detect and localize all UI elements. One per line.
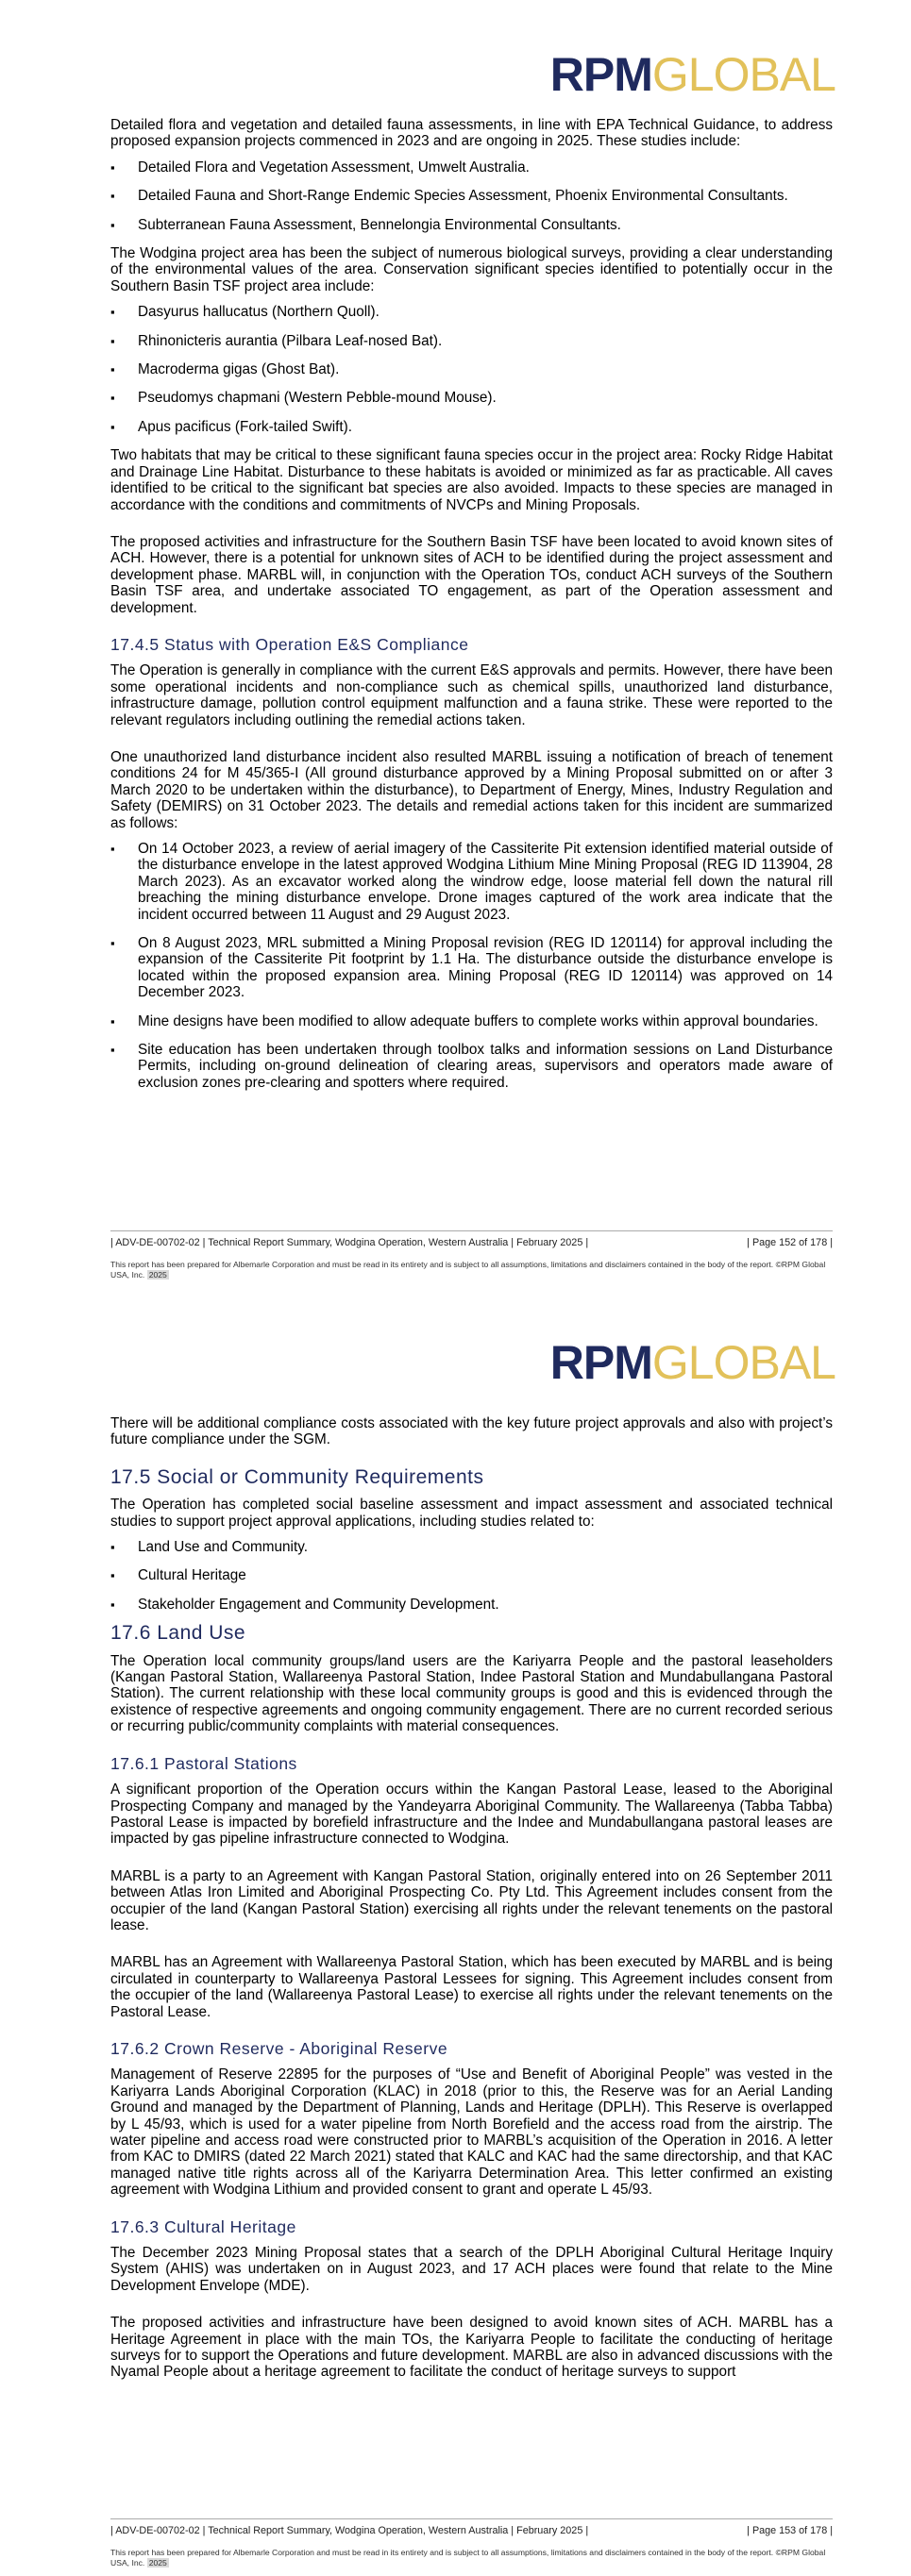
list-item: ▪ Mine designs have been modified to allow adequate buffers to complete works within approval boundaries. [110,1013,833,1029]
list-item: ▪ On 14 October 2023, a review of aerial imagery of the Cassiterite Pit extension identified material outside of the disturbance envelope in the latest approved Wodgina Lithium Mine Mining Proposal (REG ID 113904, 28 March 2023). As an excavator worked along the windrow edge, loose material fell down the natural rill breaching the mining disturbance envelope. Drone images captured of the work area indicate that the incident occurred between 11 August and 29 August 2023. [110,841,833,923]
section-heading-17-4-5: 17.4.5 Status with Operation E&S Compliance [110,634,469,654]
page-number: | Page 153 of 178 | [747,2525,833,2536]
page-body [110,1415,833,2401]
future-compliance-paragraph: There will be additional compliance costs associated with the key future project approvals and also with project’s future compliance under the SGM. [110,1415,833,1448]
list-item: ▪ Land Use and Community. [110,1539,833,1555]
incident-paragraph: One unauthorized land disturbance incident also resulted MARBL issuing a notification of breach of tenement conditions 24 for M 45/365-I (All ground disturbance approved by a Mining Proposal submitted on or after 3 March 2020 to be undertaken within the disturbance), to Department of Energy, Mines, Industry Regulation and Safety (DEMIRS) on 31 October 2023. The details and remedial actions taken for this incident are summarized as follows: [110,748,833,831]
list-item: ▪ Subterranean Fauna Assessment, Bennelongia Environmental Consultants. [110,217,833,233]
list-item: ▪ Apus pacificus (Fork-tailed Swift). [110,419,833,435]
land-use-paragraph: The Operation local community groups/land users are the Kariyarra People and the pastoral leaseholders (Kangan Pastoral Station, Wallareenya Pastoral Station, Indee Pastoral Station and Mundabullangana Pastoral Station). The current relationship with these local community groups is good and this is evidenced through the existence of respective agreements and ongoing community engagement. There are no current recorded serious or recurring public/community complaints with material consequences. [110,1652,833,1735]
list-item: ▪ Pseudomys chapmani (Western Pebble-mound Mouse). [110,390,833,406]
rpm-global-logo: RPMGLOBAL [549,1336,835,1389]
studies-list [110,159,833,233]
list-item: ▪ On 8 August 2023, MRL submitted a Mining Proposal revision (REG ID 120114) for approval including the expansion of the Cassiterite Pit footprint by 1.1 Ha. The disturbance outside the disturbance envelope is located within the proposed expansion area. Mining Proposal (REG ID 120114) was approved on 14 December 2023. [110,935,833,1001]
section-heading-17-6: 17.6 Land Use [110,1622,246,1645]
list-item: ▪ Detailed Flora and Vegetation Assessment, Umwelt Australia. [110,159,833,176]
habitats-paragraph: Two habitats that may be critical to these significant fauna species occur in the project area: Rocky Ridge Habitat and Drainage Line Habitat. Disturbance to these habitats is avoided or minimized as far as practicable. All caves identified to be critical to the significant bat species are also avoided. Impacts to these species are managed in accordance with the conditions and commitments of NVCPs and Mining Proposals. [110,447,833,513]
footer-disclaimer: This report has been prepared for Albemarle Corporation and must be read in its entirety and is subject to all assumptions, limitations and disclaimers contained in the body of the report. ©RPM Global USA, Inc. 2025 [110,2548,826,2568]
incident-list [110,841,833,1091]
intro-paragraph: Detailed flora and vegetation and detailed fauna assessments, in line with EPA Technical Guidance, to address proposed expansion projects commenced in 2023 and are ongoing in 2025. These studies include: [110,117,833,150]
page-footer [110,2518,833,2568]
rpm-global-logo: RPMGLOBAL [549,48,835,101]
section-heading-17-5: 17.5 Social or Community Requirements [110,1465,484,1488]
list-item: ▪ Dasyurus hallucatus (Northern Quoll). [110,304,833,320]
page-body [110,117,833,1103]
footer-doc-ref: | ADV-DE-00702-02 | Technical Report Summary, Wodgina Operation, Western Australia | February 2025 | [110,1237,589,1248]
species-list [110,304,833,435]
section-heading-17-6-1: 17.6.1 Pastoral Stations [110,1753,297,1773]
heritage-paragraph-1: The December 2023 Mining Proposal states that a search of the DPLH Aboriginal Cultural Heritage Inquiry System (AHIS) was undertaken on in August 2023, and 17 ACH places were found that relate to the Mine Development Envelope (MDE). [110,2245,833,2294]
surveys-paragraph: The Wodgina project area has been the subject of numerous biological surveys, providing a clear understanding of the environmental values of the area. Conservation significant species identified to potentially occur in the Southern Basin TSF project area include: [110,245,833,294]
pastoral-paragraph-1: A significant proportion of the Operation occurs within the Kangan Pastoral Lease, leased to the Aboriginal Prospecting Company and managed by the Yandeyarra Aboriginal Community. The Wallareenya (Tabba Tabba) Pastoral Lease is impacted by borefield infrastructure and the Indee and Mundabullangana pastoral leases are impacted by gas pipeline infrastructure connected to Wodgina. [110,1781,833,1848]
list-item: ▪ Stakeholder Engagement and Community Development. [110,1597,833,1613]
report-page-153 [0,1288,911,2576]
section-heading-17-6-3: 17.6.3 Cultural Heritage [110,2216,296,2236]
ach-paragraph: The proposed activities and infrastructure for the Southern Basin TSF have been located to avoid known sites of ACH. However, there is a potential for unknown sites of ACH to be identified during the project assessment and development phase. MARBL will, in conjunction with the Operation TOs, conduct ACH surveys of the Southern Basin TSF area, and undertake associated TO engagement, as part of the Operation assessment and development. [110,533,833,616]
list-item: ▪ Rhinonicteris aurantia (Pilbara Leaf-nosed Bat). [110,333,833,349]
footer-disclaimer: This report has been prepared for Albemarle Corporation and must be read in its entirety and is subject to all assumptions, limitations and disclaimers contained in the body of the report. ©RPM Global USA, Inc. 2025 [110,1260,826,1280]
compliance-paragraph: The Operation is generally in compliance with the current E&S approvals and permits. However, there have been some operational incidents and non-compliance such as chemical spills, unauthorized land disturbance, infrastructure damage, pollution control equipment malfunction and a fauna strike. These were reported to the relevant regulators including outlining the remedial actions taken. [110,662,833,728]
pastoral-paragraph-2: MARBL is a party to an Agreement with Kangan Pastoral Station, originally entered into on 26 September 2011 between Atlas Iron Limited and Aboriginal Prospecting Co. Pty Ltd. This Agreement includes consent from the occupier of the land (Kangan Pastoral Station) exercising all rights under the relevant tenements on the pastoral lease. [110,1867,833,1933]
pastoral-paragraph-3: MARBL has an Agreement with Wallareenya Pastoral Station, which has been executed by MARBL and is being circulated in counterparty to Wallareenya Pastoral Lessees for signing. This Agreement includes consent from the occupier of the land (Wallareenya Pastoral Lease) to exercise all rights under the relevant tenements on the Pastoral Lease. [110,1954,833,2020]
page-footer [110,1230,833,1280]
heritage-paragraph-2: The proposed activities and infrastructure have been designed to avoid known sites of ACH. MARBL has a Heritage Agreement in place with the main TOs, the Kariyarra People to facilitate the conducting of heritage surveys for to support the Operations and future development. MARBL are also in advanced discussions with the Nyamal People about a heritage agreement to facilitate the conduct of heritage surveys to support [110,2315,833,2381]
list-item: ▪ Macroderma gigas (Ghost Bat). [110,361,833,377]
social-studies-list [110,1539,833,1613]
list-item: ▪ Cultural Heritage [110,1567,833,1583]
footer-doc-ref: | ADV-DE-00702-02 | Technical Report Summary, Wodgina Operation, Western Australia | February 2025 | [110,2525,589,2536]
reserve-paragraph: Management of Reserve 22895 for the purposes of “Use and Benefit of Aboriginal People” was vested in the Kariyarra Lands Aboriginal Corporation (KLAC) in 2018 (prior to this, the Reserve was for an Aerial Landing Ground and managed by the Department of Planning, Lands and Heritage (DPLH). This Reserve is overlapped by L 45/93, which is used for a water pipeline from North Borefield and the access road from the airstrip. The water pipeline and access road were constructed prior to MARBL’s acquisition of the Operation in 2016. A letter from KAC to DMIRS (dated 22 March 2021) stated that KALC and KAC had the same directorship, and that KAC managed native title rights across all of the Kariyarra Determination Area. This letter confirmed an existing agreement with Wodgina Lithium and provided consent to grant and operate L 45/93. [110,2066,833,2199]
list-item: ▪ Detailed Fauna and Short-Range Endemic Species Assessment, Phoenix Environmental Consultants. [110,188,833,204]
list-item: ▪ Site education has been undertaken through toolbox talks and information sessions on Land Disturbance Permits, including on-ground delineation of clearing areas, supervisors and operators made aware of exclusion zones pre-clearing and spotters where required. [110,1042,833,1091]
page-number: | Page 152 of 178 | [747,1237,833,1248]
section-heading-17-6-2: 17.6.2 Crown Reserve - Aboriginal Reserve [110,2038,448,2058]
social-paragraph: The Operation has completed social baseline assessment and impact assessment and associated technical studies to support project approval applications, including studies related to: [110,1497,833,1530]
